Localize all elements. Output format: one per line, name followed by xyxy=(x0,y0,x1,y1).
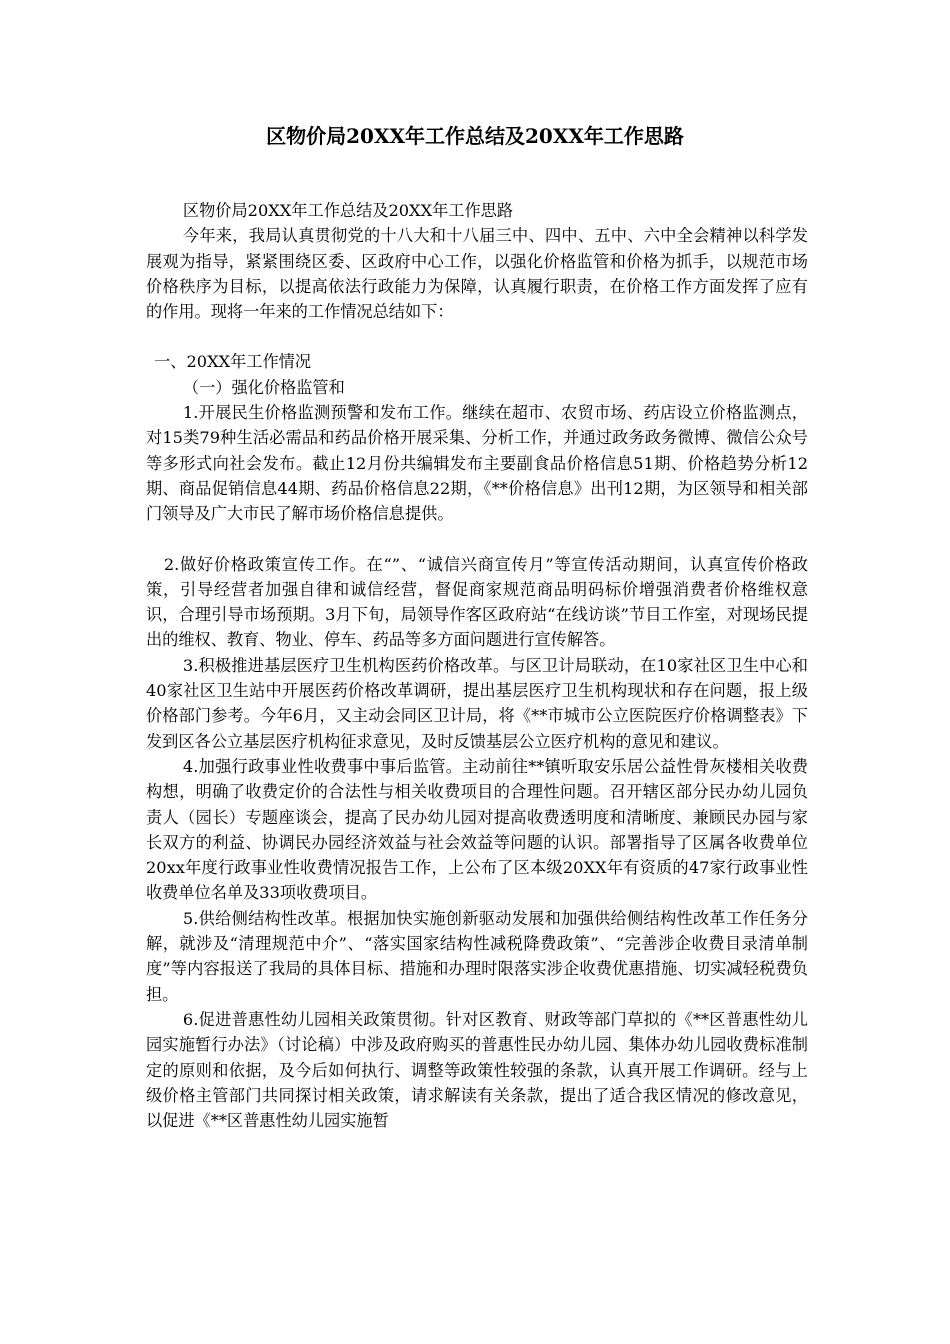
paragraph-item-6: 6.促进普惠性幼儿园相关政策贯彻。针对区教育、财政等部门草拟的《**区普惠性幼儿园实施暂行办法》（讨论稿）中涉及政府购买的普惠性民办幼儿园、集体办幼儿园收费标准制定的原则和依据，及今后如何执行、调整等政策性较强的条款，认真开展工作调研。经与上级价格主管部门共同探讨相关政策，请求解读有关条款，提出了适合我区情况的修改意见，以促进《**区普惠性幼儿园实施暂 xyxy=(146,1009,808,1131)
paragraph-intro: 今年来，我局认真贯彻党的十八大和十八届三中、四中、五中、六中全会精神以科学发展观为指导，紧紧围绕区委、区政府中心工作，以强化价格监管和价格为抓手，以规范市场价格秩序为目标，以提高依法行政能力为保障，认真履行职责，在价格工作方面发挥了应有的作用。现将一年来的工作情况总结如下： xyxy=(146,226,808,322)
paragraph-item-5: 5.供给侧结构性改革。根据加快实施创新驱动发展和加强供给侧结构性改革工作任务分解，就涉及“清理规范中介”、“落实国家结构性减税降费政策”、“完善涉企收费目录清单制度”等内容报送了我局的具体目标、措施和办理时限落实涉企收费优惠措施、切实减轻税费负担。 xyxy=(146,908,808,1004)
section-heading-1: 一、20XX年工作情况 xyxy=(154,352,312,372)
paragraph-item-1: 1.开展民生价格监测预警和发布工作。继续在超市、农贸市场、药店设立价格监测点，对15类79种生活必需品和药品价格开展采集、分析工作，并通过政务政务微博、微信公众号等多形式向社会发布。截止12月份共编辑发布主要副食品价格信息51期、价格趋势分析12期、商品促销信息44期、药品价格信息22期，《**价格信息》出刊12期，为区领导和相关部门领导及广大市民了解市场价格信息提供。 xyxy=(146,403,808,524)
document-title: 区物价局20XX年工作总结及20XX年工作思路 xyxy=(266,124,684,148)
paragraph-item-4: 4.加强行政事业性收费事中事后监管。主动前往**镇听取安乐居公益性骨灰楼相关收费构想，明确了收费定价的合法性与相关收费项目的合理性问题。召开辖区部分民办幼儿园负责人（园长）专题座谈会，提高了民办幼儿园对提高收费透明度和清晰度、兼顾民办园与家长双方的利益、协调民办园经济效益与社会效益等问题的认识。部署指导了区属各收费单位20xx年度行政事业性收费情况报告工作，上公布了区本级20XX年有资质的47家行政事业性收费单位名单及33项收费项目。 xyxy=(146,756,808,903)
paragraph-item-3: 3.积极推进基层医疗卫生机构医药价格改革。与区卫计局联动，在10家社区卫生中心和40家社区卫生站中开展医药价格改革调研，提出基层医疗卫生机构现状和存在问题，报上级价格部门参考。今年6月，又主动会同区卫计局，将《**市城市公立医院医疗价格调整表》下发到区各公立基层医疗机构征求意见，及时反馈基层公立医疗机构的意见和建议。 xyxy=(146,655,808,751)
subsection-heading-1: （一）强化价格监管和 xyxy=(182,377,345,397)
paragraph-subtitle: 区物价局20XX年工作总结及20XX年工作思路 xyxy=(182,201,514,220)
document-body xyxy=(146,198,808,1133)
paragraph-item-2: 2.做好价格政策宣传工作。在“”、“诚信兴商宣传月”等宣传活动期间，认真宣传价格政策，引导经营者加强自律和诚信经营，督促商家规范商品明码标价增强消费者价格维权意识，合理引导市场预期。3月下旬，局领导作客区政府站“在线访谈”节目工作室，对现场民提出的维权、教育、物业、停车、药品等多方面问题进行宣传解答。 xyxy=(146,554,808,650)
